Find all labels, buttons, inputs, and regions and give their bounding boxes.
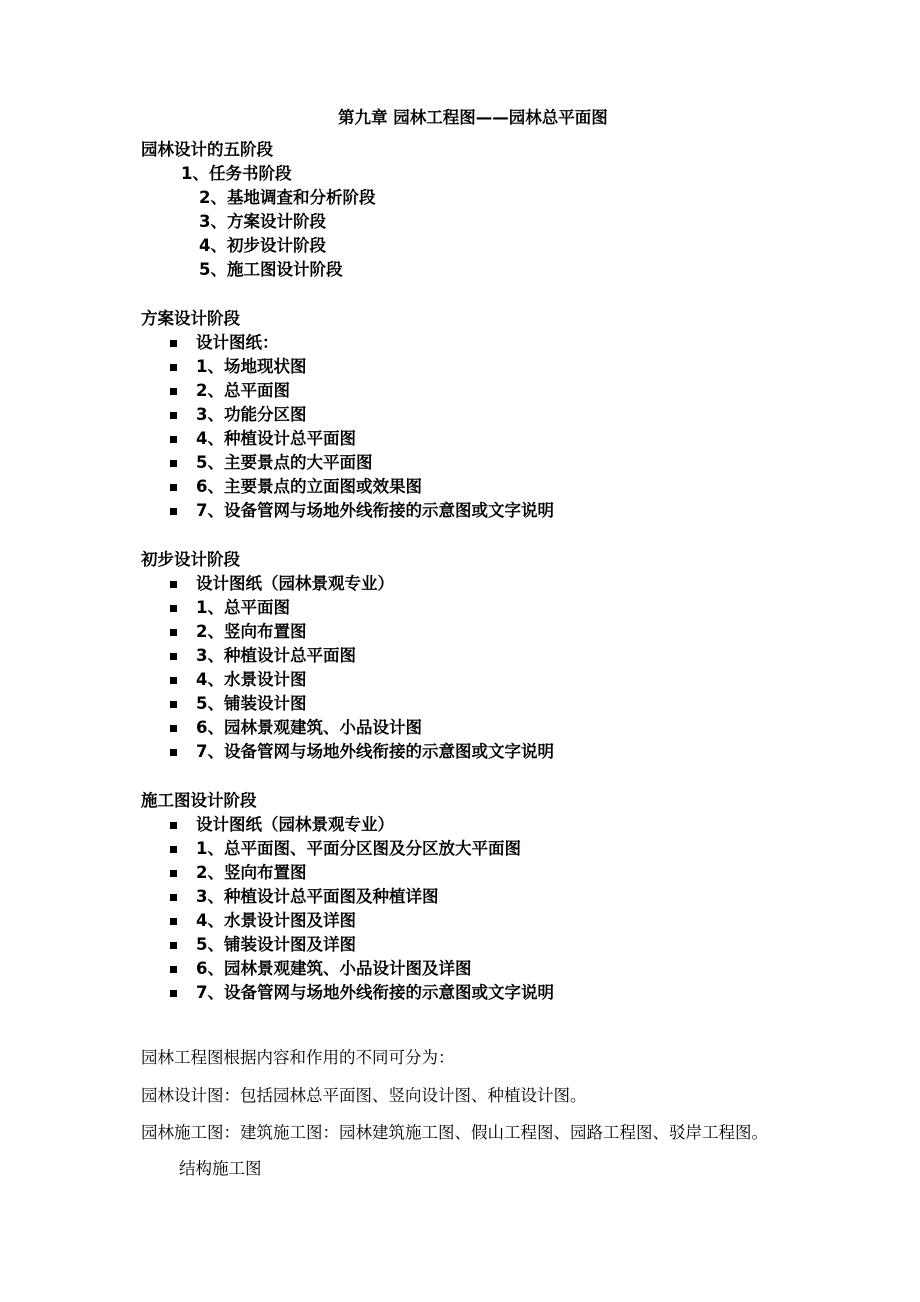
bullet-icon bbox=[170, 436, 177, 443]
paragraph: 园林工程图根据内容和作用的不同可分为： bbox=[141, 1048, 455, 1067]
bullet-icon bbox=[170, 388, 177, 395]
list-item: 6、园林景观建筑、小品设计图及详图 bbox=[196, 959, 472, 978]
list-item: 7、设备管网与场地外线衔接的示意图或文字说明 bbox=[196, 742, 554, 761]
bullet-icon bbox=[170, 629, 177, 636]
list-item: 2、竖向布置图 bbox=[196, 863, 307, 882]
list-item: 5、主要景点的大平面图 bbox=[196, 453, 373, 472]
list-item: 2、总平面图 bbox=[196, 381, 290, 400]
paragraph: 园林设计图：包括园林总平面图、竖向设计图、种植设计图。 bbox=[141, 1086, 587, 1105]
bullet-icon bbox=[170, 340, 177, 347]
list-item: 7、设备管网与场地外线衔接的示意图或文字说明 bbox=[196, 501, 554, 520]
bullet-icon bbox=[170, 990, 177, 997]
list-item: 6、园林景观建筑、小品设计图 bbox=[196, 718, 422, 737]
bullet-icon bbox=[170, 677, 177, 684]
list-item: 4、水景设计图 bbox=[196, 670, 307, 689]
list-item: 设计图纸（园林景观专业） bbox=[196, 815, 394, 834]
list-item: 7、设备管网与场地外线衔接的示意图或文字说明 bbox=[196, 983, 554, 1002]
bullet-icon bbox=[170, 460, 177, 467]
list-item: 设计图纸： bbox=[196, 333, 279, 352]
list-item: 5、铺装设计图 bbox=[196, 694, 307, 713]
bullet-icon bbox=[170, 364, 177, 371]
list-item: 1、总平面图、平面分区图及分区放大平面图 bbox=[196, 839, 521, 858]
list-item: 6、主要景点的立面图或效果图 bbox=[196, 477, 422, 496]
list-item: 3、种植设计总平面图及种植详图 bbox=[196, 887, 439, 906]
stages-heading: 园林设计的五阶段 bbox=[141, 140, 273, 159]
bullet-icon bbox=[170, 918, 177, 925]
list-item: 1、总平面图 bbox=[196, 598, 290, 617]
bullet-icon bbox=[170, 725, 177, 732]
paragraph: 结构施工图 bbox=[179, 1159, 262, 1178]
bullet-icon bbox=[170, 966, 177, 973]
paragraph: 园林施工图：建筑施工图：园林建筑施工图、假山工程图、园路工程图、驳岸工程图。 bbox=[141, 1123, 768, 1142]
stage-item: 4、初步设计阶段 bbox=[199, 236, 326, 255]
bullet-icon bbox=[170, 749, 177, 756]
page-title: 第九章 园林工程图——园林总平面图 bbox=[338, 108, 608, 127]
bullet-icon bbox=[170, 701, 177, 708]
bullet-icon bbox=[170, 653, 177, 660]
list-item: 设计图纸（园林景观专业） bbox=[196, 574, 394, 593]
bullet-icon bbox=[170, 822, 177, 829]
stage-item: 5、施工图设计阶段 bbox=[199, 260, 343, 279]
bullet-icon bbox=[170, 942, 177, 949]
bullet-icon bbox=[170, 870, 177, 877]
scheme-heading: 方案设计阶段 bbox=[141, 309, 240, 328]
list-item: 5、铺装设计图及详图 bbox=[196, 935, 356, 954]
stage-item: 1、任务书阶段 bbox=[181, 164, 292, 183]
list-item: 4、种植设计总平面图 bbox=[196, 429, 356, 448]
list-item: 3、功能分区图 bbox=[196, 405, 307, 424]
bullet-icon bbox=[170, 508, 177, 515]
stage-item: 2、基地调查和分析阶段 bbox=[199, 188, 376, 207]
stage-item: 3、方案设计阶段 bbox=[199, 212, 326, 231]
preliminary-heading: 初步设计阶段 bbox=[141, 550, 240, 569]
bullet-icon bbox=[170, 605, 177, 612]
list-item: 2、竖向布置图 bbox=[196, 622, 307, 641]
list-item: 1、场地现状图 bbox=[196, 357, 307, 376]
bullet-icon bbox=[170, 412, 177, 419]
construction-heading: 施工图设计阶段 bbox=[141, 791, 257, 810]
bullet-icon bbox=[170, 484, 177, 491]
list-item: 4、水景设计图及详图 bbox=[196, 911, 356, 930]
list-item: 3、种植设计总平面图 bbox=[196, 646, 356, 665]
bullet-icon bbox=[170, 894, 177, 901]
bullet-icon bbox=[170, 581, 177, 588]
bullet-icon bbox=[170, 846, 177, 853]
